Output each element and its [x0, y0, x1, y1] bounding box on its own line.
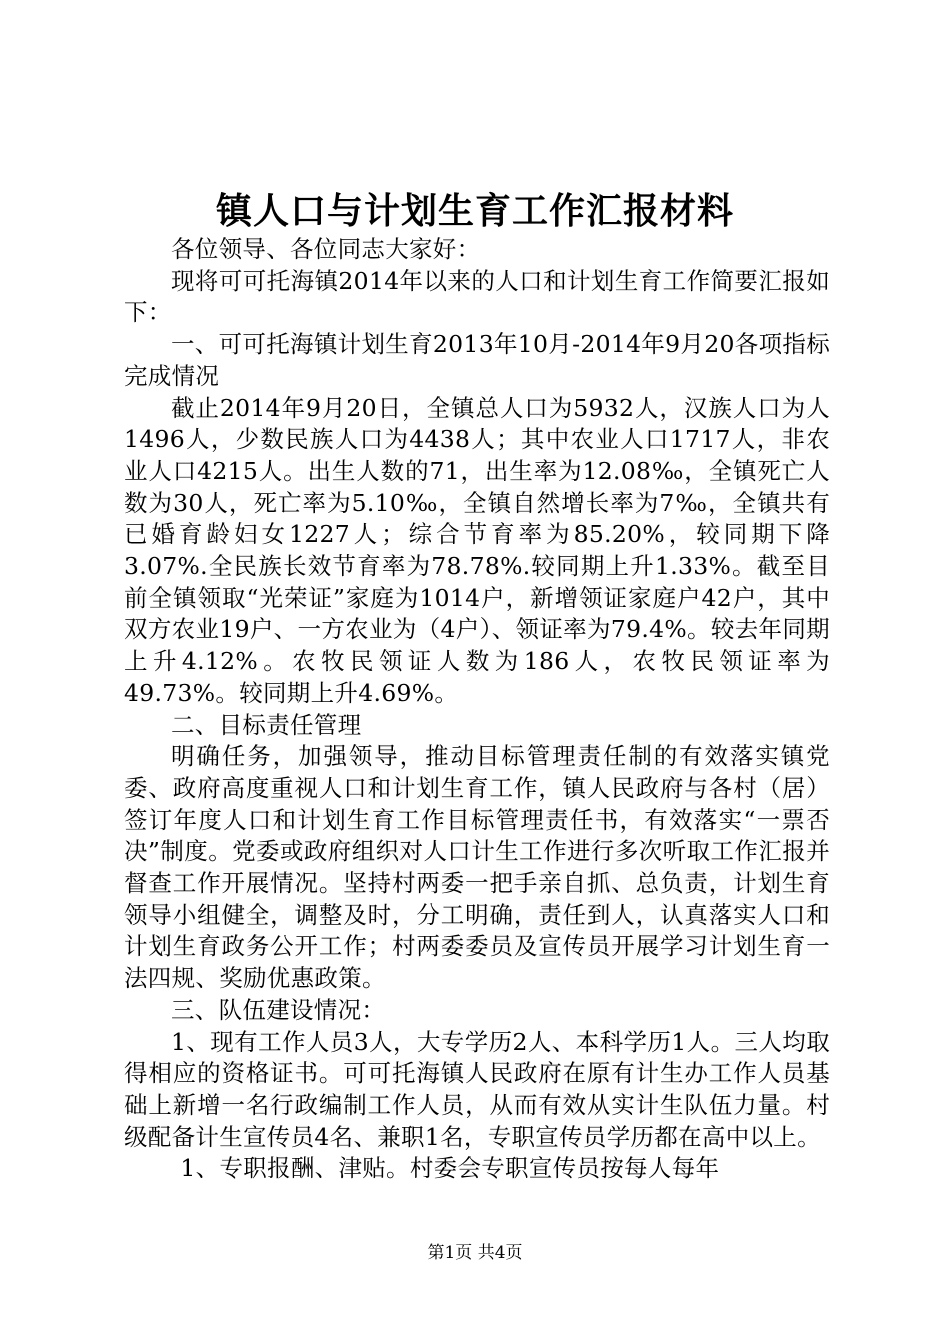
responsibility-paragraph: 明确任务，加强领导，推动目标管理责任制的有效落实镇党委、政府高度重视人口和计划生育工作，镇人民政府与各村（居）签订年度人口和计划生育工作目标管理责任书，有效落实“一票否决”制度。党委或政府组织对人口计生工作进行多次听取工作汇报并督查工作开展情况。坚持村两委一把手亲自抓、总负责，计划生育领导小组健全，调整及时，分工明确，责任到人，认真落实人口和计划生育政务公开工作；村两委委员及宣传员开展学习计划生育一法四规、奖励优惠政策。: [124, 742, 830, 993]
section-heading-1: 一、可可托海镇计划生育2013年10月-2014年9月20各项指标完成情况: [124, 330, 830, 390]
intro-paragraph: 现将可可托海镇2014年以来的人口和计划生育工作简要汇报如下：: [124, 266, 830, 327]
page-footer: 第1页 共4页: [427, 1243, 523, 1263]
staffing-paragraph: 1、现有工作人员3人，大专学历2人、本科学历1人。三人均取得相应的资格证书。可可托海镇人民政府在原有计生办工作人员基础上新增一名行政编制工作人员，从而有效从实计生队伍力量。村级配备计生宣传员4名、兼职1名，专职宣传员学历都在高中以上。: [124, 1027, 830, 1151]
section-heading-3: 三、队伍建设情况：: [171, 995, 386, 1024]
greeting-paragraph: 各位领导、各位同志大家好：: [171, 235, 481, 263]
section-heading-2: 二、目标责任管理: [171, 710, 362, 739]
document-body: [124, 234, 830, 1185]
document-title: 镇人口与计划生育工作汇报材料: [215, 190, 734, 232]
compensation-paragraph: 1、专职报酬、津贴。村委会专职宣传员按每人每年: [180, 1154, 720, 1183]
statistics-paragraph: 截止2014年9月20日，全镇总人口为5932人，汉族人口为人1496人，少数民族人口为4438人；其中农业人口1717人，非农业人口4215人。出生人数的71，出生率为12.08‰，全镇死亡人数为30人，死亡率为5.10‰，全镇自然增长率为7‰，全镇共有已婚育龄妇女1227人；综合节育率为85.20%，较同期下降3.07%.全民族长效节育率为78.78%.较同期上升1.33%。截至目前全镇领取“光荣证”家庭为1014户，新增领证家庭户42户，其中双方农业19户、一方农业为（4户）、领证率为79.4%。较去年同期上升4.12%。农牧民领证人数为186人，农牧民领证率为49.73%。较同期上升4.69%。: [124, 393, 830, 707]
